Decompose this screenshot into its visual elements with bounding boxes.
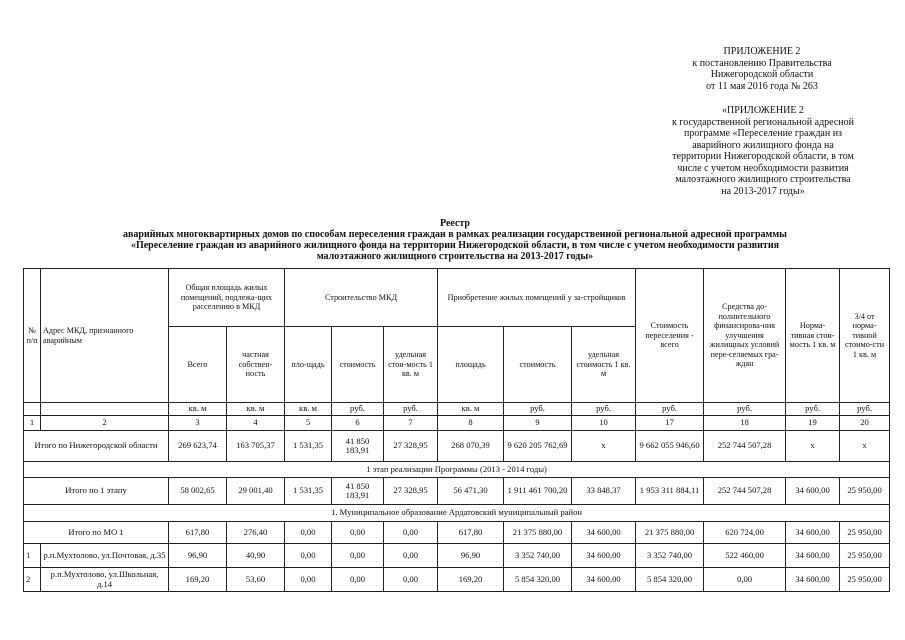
cell-value: 29 001,40 [227, 478, 285, 505]
row-address: р.п.Мухтолово, ул.Почтовая, д.35 [41, 544, 169, 568]
table-row [24, 544, 890, 568]
cell-value: x [786, 431, 840, 462]
cell-value: 96,90 [169, 544, 227, 568]
col-header-construction: Строительство МКД [285, 269, 438, 327]
annex-line: на 2013-2017 годы» [721, 185, 805, 197]
unit-cell: кв. м [438, 403, 504, 416]
cell-value: 169,20 [169, 568, 227, 592]
col-number: 5 [285, 416, 332, 431]
cell-value: 34 600,00 [786, 568, 840, 592]
col-header-acquisition-unit-cost: удельная стоимость 1 кв. м [572, 327, 636, 403]
unit-cell: руб. [840, 403, 890, 416]
column-number-row [24, 416, 890, 431]
cell-value: 5 854 320,00 [636, 568, 704, 592]
cell-value: 41 850 183,91 [332, 478, 384, 505]
cell-value: x [840, 431, 890, 462]
cell-value: 1 953 311 884,11 [636, 478, 704, 505]
cell-value: 522 460,00 [704, 544, 786, 568]
cell-value: 41 850 183,91 [332, 431, 384, 462]
cell-value: 0,00 [384, 522, 438, 544]
total-stage-row [24, 478, 890, 505]
col-header-num: № п/п [24, 269, 41, 403]
cell-value: 21 375 880,00 [504, 522, 572, 544]
row-number: 1 [24, 544, 41, 568]
annex-line: «ПРИЛОЖЕНИЕ 2 [722, 105, 804, 116]
program-annex-header [657, 105, 869, 197]
unit-cell: кв. м [169, 403, 227, 416]
unit-cell: руб. [572, 403, 636, 416]
cell-value: 34 600,00 [786, 544, 840, 568]
cell-value: 1 531,35 [285, 431, 332, 462]
title-line: «Переселение граждан из аварийного жилищного фонда на территории Нижегородской области, в том числе с учетом необходимости развития [130, 240, 780, 251]
cell-value: 0,00 [384, 568, 438, 592]
col-number: 3 [169, 416, 227, 431]
municipality-title: 1. Муниципальное образование Ардатовский муниципальный район [24, 505, 890, 522]
cell-value: 252 744 507,28 [704, 431, 786, 462]
cell-value: 53,60 [227, 568, 285, 592]
col-number: 7 [384, 416, 438, 431]
annex-line: ПРИЛОЖЕНИЕ 2 [723, 46, 801, 57]
cell-value: 25 950,00 [840, 522, 890, 544]
cell-value: 169,20 [438, 568, 504, 592]
cell-value: 0,00 [332, 522, 384, 544]
cell-value: 33 848,37 [572, 478, 636, 505]
annex-header [662, 46, 862, 92]
document-title [40, 218, 870, 262]
cell-value: 34 600,00 [786, 478, 840, 505]
cell-value: 0,00 [332, 544, 384, 568]
col-number: 17 [636, 416, 704, 431]
cell-value: 27 328,95 [384, 478, 438, 505]
unit-cell: руб. [332, 403, 384, 416]
cell-value: 163 705,37 [227, 431, 285, 462]
cell-value: 269 623,74 [169, 431, 227, 462]
col-header-normative: Норма-тивная стои-мость 1 кв. м [786, 269, 840, 403]
cell-value: 1 911 461 700,20 [504, 478, 572, 505]
unit-cell: кв. м [227, 403, 285, 416]
cell-value: 34 600,00 [572, 568, 636, 592]
cell-value: 268 070,39 [438, 431, 504, 462]
row-number: 2 [24, 568, 41, 592]
cell-value: 25 950,00 [840, 544, 890, 568]
cell-value: 620 724,00 [704, 522, 786, 544]
total-municipality-row [24, 522, 890, 544]
cell-value: 0,00 [285, 544, 332, 568]
cell-value: 34 600,00 [786, 522, 840, 544]
cell-value: 96,90 [438, 544, 504, 568]
col-number: 10 [572, 416, 636, 431]
cell-value: 21 375 880,00 [636, 522, 704, 544]
title-line: Реестр [439, 218, 470, 229]
cell-value: 3 352 740,00 [636, 544, 704, 568]
stage-title-row [24, 462, 890, 478]
row-address: р.п.Мухтолово, ул.Школьная, д.14 [41, 568, 169, 592]
unit-cell: руб. [504, 403, 572, 416]
cell-value: 25 950,00 [840, 568, 890, 592]
cell-value: 5 854 320,00 [504, 568, 572, 592]
col-header-cost-resettlement: Стоимость переселения - всего [636, 269, 704, 403]
cell-value: 0,00 [332, 568, 384, 592]
stage-title: 1 этап реализации Программы (2013 - 2014 годы) [24, 462, 890, 478]
unit-cell: руб. [384, 403, 438, 416]
col-header-total-area: Общая площадь жилых помещений, подлежа-щих расселению в МКД [169, 269, 285, 327]
col-header-area-total: Всего [169, 327, 227, 403]
cell-value: 27 328,95 [384, 431, 438, 462]
units-row [24, 403, 890, 416]
col-header-construction-area: пло-щадь [285, 327, 332, 403]
cell-value: 9 662 055 946,60 [636, 431, 704, 462]
col-number: 9 [504, 416, 572, 431]
total-region-row [24, 431, 890, 462]
cell-value: 1 531,35 [285, 478, 332, 505]
annex-line: Нижегородской области [710, 69, 814, 80]
cell-value: 34 600,00 [572, 522, 636, 544]
col-number: 19 [786, 416, 840, 431]
col-number: 18 [704, 416, 786, 431]
table-row [24, 568, 890, 592]
col-number: 20 [840, 416, 890, 431]
cell-value: 34 600,00 [572, 544, 636, 568]
cell-value: 0,00 [285, 522, 332, 544]
unit-cell: руб. [786, 403, 840, 416]
cell-value: 56 471,30 [438, 478, 504, 505]
row-label: Итого по 1 этапу [24, 478, 169, 505]
annex-line: программе «Переселение граждан из [683, 128, 843, 139]
annex-line: малоэтажного жилищного строительства [675, 174, 851, 185]
col-number: 1 [24, 416, 41, 431]
col-header-additional-funds: Средства до-полнительного финансирова-ния улучшения жилищных условий пере-селяемых гра-ждан [704, 269, 786, 403]
col-header-area-private: частная собствен-ность [227, 327, 285, 403]
cell-value: x [572, 431, 636, 462]
col-header-construction-cost: стоимость [332, 327, 384, 403]
annex-line: территории Нижегородской области, в том [672, 151, 854, 162]
municipality-title-row [24, 505, 890, 522]
cell-value: 58 002,65 [169, 478, 227, 505]
cell-value: 40,90 [227, 544, 285, 568]
cell-value: 9 620 205 762,69 [504, 431, 572, 462]
annex-line: аварийного жилищного фонда на [692, 139, 834, 151]
registry-table [23, 268, 890, 592]
cell-value: 0,00 [384, 544, 438, 568]
title-line: малоэтажного жилищного строительства на 2013-2017 годы» [316, 251, 594, 262]
col-header-acquisition-area: площадь [438, 327, 504, 403]
col-number: 2 [41, 416, 169, 431]
annex-line: к государственной региональной адресной [671, 116, 854, 128]
title-line: аварийных многоквартирных домов по способам переселения граждан в рамках реализации государственной региональной адресной программы [123, 229, 787, 240]
cell-value: 3 352 740,00 [504, 544, 572, 568]
cell-value: 252 744 507,28 [704, 478, 786, 505]
row-label: Итого по МО 1 [24, 522, 169, 544]
col-header-three-quarter: 3/4 от норма-тивной стоимо-сти 1 кв. м [840, 269, 890, 403]
cell-value: 0,00 [285, 568, 332, 592]
col-number: 8 [438, 416, 504, 431]
unit-cell: руб. [704, 403, 786, 416]
cell-value: 617,80 [169, 522, 227, 544]
unit-cell [41, 403, 169, 416]
col-header-acquisition: Приобретение жилых помещений у за-стройщиков [438, 269, 636, 327]
annex-line: от 11 мая 2016 года № 263 [706, 80, 818, 92]
unit-cell [24, 403, 41, 416]
col-number: 6 [332, 416, 384, 431]
annex-line: числе с учетом необходимости развития [677, 162, 849, 174]
col-header-acquisition-cost: стоимость [504, 327, 572, 403]
annex-line: к постановлению Правительства [692, 57, 832, 69]
cell-value: 276,40 [227, 522, 285, 544]
unit-cell: руб. [636, 403, 704, 416]
cell-value: 617,80 [438, 522, 504, 544]
col-header-address: Адрес МКД, признанного аварийным [41, 269, 169, 403]
cell-value: 25 950,00 [840, 478, 890, 505]
cell-value: 0,00 [704, 568, 786, 592]
row-label: Итого по Нижегородской области [24, 431, 169, 462]
col-header-construction-unit-cost: удельная стои-мость 1 кв. м [384, 327, 438, 403]
unit-cell: кв. м [285, 403, 332, 416]
col-number: 4 [227, 416, 285, 431]
